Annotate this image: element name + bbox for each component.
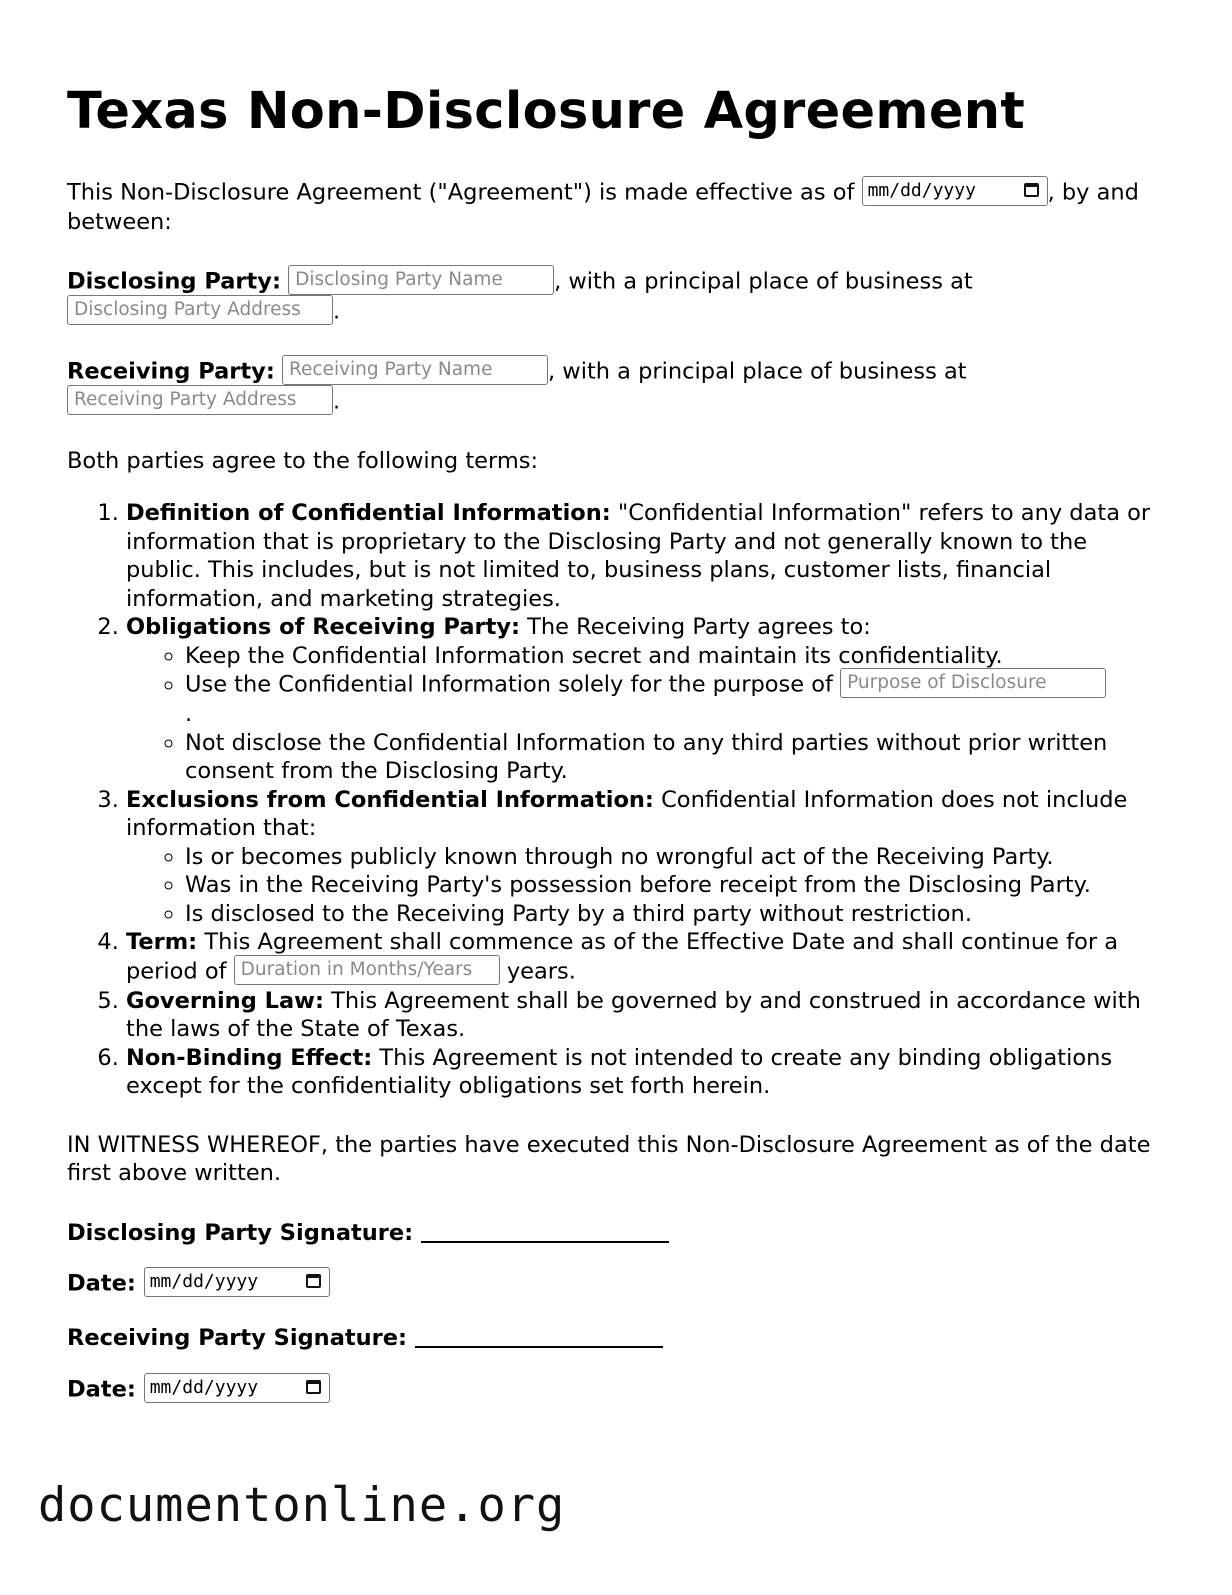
list-item: ◦ Was in the Receiving Party's possession before receipt from the Disclosing Party. bbox=[185, 871, 1167, 900]
term-item: 3. Exclusions from Confidential Information: Confidential Information does not include information that: ◦ Is or becomes publicly known through no wrongful act of the Receiving Party. ◦ Was in the Receiving Party's possession before receipt from the Disclosing Party. ◦ Is disclosed to the Receiving Party by a third party without restriction. bbox=[126, 786, 1167, 929]
purpose-input[interactable]: Purpose of Disclosure bbox=[840, 668, 1106, 698]
receiving-date-row: Date: mm/dd/yyyy bbox=[67, 1375, 1167, 1405]
term-item: 6. Non-Binding Effect: This Agreement is not intended to create any binding obligations except for the confidentiality obligations set forth herein. bbox=[126, 1044, 1167, 1101]
disclosing-date-row: Date: mm/dd/yyyy bbox=[67, 1269, 1167, 1299]
witness-paragraph: IN WITNESS WHEREOF, the parties have executed this Non-Disclosure Agreement as of the date first above written. bbox=[67, 1131, 1151, 1186]
disclosing-signature-row: Disclosing Party Signature: bbox=[67, 1218, 1167, 1248]
receiving-signature-line[interactable] bbox=[415, 1326, 663, 1348]
list-item: ◦ Is disclosed to the Receiving Party by a third party without restriction. bbox=[185, 900, 1167, 929]
disclosing-party-label: Disclosing Party: bbox=[67, 268, 281, 294]
list-item: ◦ Use the Confidential Information solely for the purpose of Purpose of Disclosure . bbox=[185, 670, 1167, 729]
calendar-icon[interactable] bbox=[306, 1274, 321, 1288]
page-title: Texas Non-Disclosure Agreement bbox=[67, 82, 1026, 141]
disclosing-signature-line[interactable] bbox=[421, 1221, 669, 1243]
receiving-party-label: Receiving Party: bbox=[67, 358, 275, 384]
disclosing-party-paragraph: Disclosing Party: Disclosing Party Name , with a principal place of business at Disclosing Party Address . bbox=[67, 267, 1167, 327]
receiving-signature-row: Receiving Party Signature: bbox=[67, 1323, 1167, 1353]
disclosing-party-name-input[interactable]: Disclosing Party Name bbox=[288, 265, 554, 295]
terms-intro: Both parties agree to the following terms: bbox=[67, 447, 539, 474]
document bbox=[67, 80, 1167, 1427]
footer-watermark: documentonline.org bbox=[38, 1478, 566, 1533]
receiving-party-name-input[interactable]: Receiving Party Name bbox=[282, 355, 548, 385]
effective-date-input[interactable]: mm/dd/yyyy bbox=[862, 176, 1048, 206]
list-item: ◦ Not disclose the Confidential Information to any third parties without prior written consent from the Disclosing Party. bbox=[185, 729, 1167, 786]
obligations-list bbox=[126, 642, 1167, 786]
receiving-party-paragraph: Receiving Party: Receiving Party Name , with a principal place of business at Receiving Party Address . bbox=[67, 357, 1167, 417]
disclosing-party-address-input[interactable]: Disclosing Party Address bbox=[67, 295, 333, 325]
term-item: 1. Definition of Confidential Information: "Confidential Information" refers to any data or information that is proprietary to the Disclosing Party and not generally known to the public. This includes, but is not limited to, business plans, customer lists, financial information, and marketing strategies. bbox=[126, 499, 1167, 613]
calendar-icon[interactable] bbox=[306, 1380, 321, 1394]
term-item: 5. Governing Law: This Agreement shall be governed by and construed in accordance with the laws of the State of Texas. bbox=[126, 987, 1167, 1044]
calendar-icon[interactable] bbox=[1024, 183, 1039, 197]
receiving-date-input[interactable]: mm/dd/yyyy bbox=[144, 1373, 330, 1403]
list-item: ◦ Keep the Confidential Information secret and maintain its confidentiality. bbox=[185, 642, 1167, 671]
intro-paragraph: This Non-Disclosure Agreement ("Agreement") is made effective as of mm/dd/yyyy , by and between: bbox=[67, 178, 1167, 237]
receiving-party-address-input[interactable]: Receiving Party Address bbox=[67, 385, 333, 415]
list-item: ◦ Is or becomes publicly known through no wrongful act of the Receiving Party. bbox=[185, 843, 1167, 872]
exclusions-list bbox=[126, 843, 1167, 929]
terms-list bbox=[67, 499, 1167, 1101]
duration-input[interactable]: Duration in Months/Years bbox=[234, 955, 500, 985]
term-item: 4. Term: This Agreement shall commence as of the Effective Date and shall continue for a period of Duration in Months/Years years. bbox=[126, 928, 1167, 987]
disclosing-date-input[interactable]: mm/dd/yyyy bbox=[144, 1267, 330, 1297]
term-item: 2. Obligations of Receiving Party: The Receiving Party agrees to: ◦ Keep the Confidential Information secret and maintain its confidentiality. ◦ Use the Confidential Information solely for the purpose of Purpose of Disclosure . ◦ Not disclose the Confidential Information to any third parties without prior written consent from the Disclosing Party. bbox=[126, 613, 1167, 786]
